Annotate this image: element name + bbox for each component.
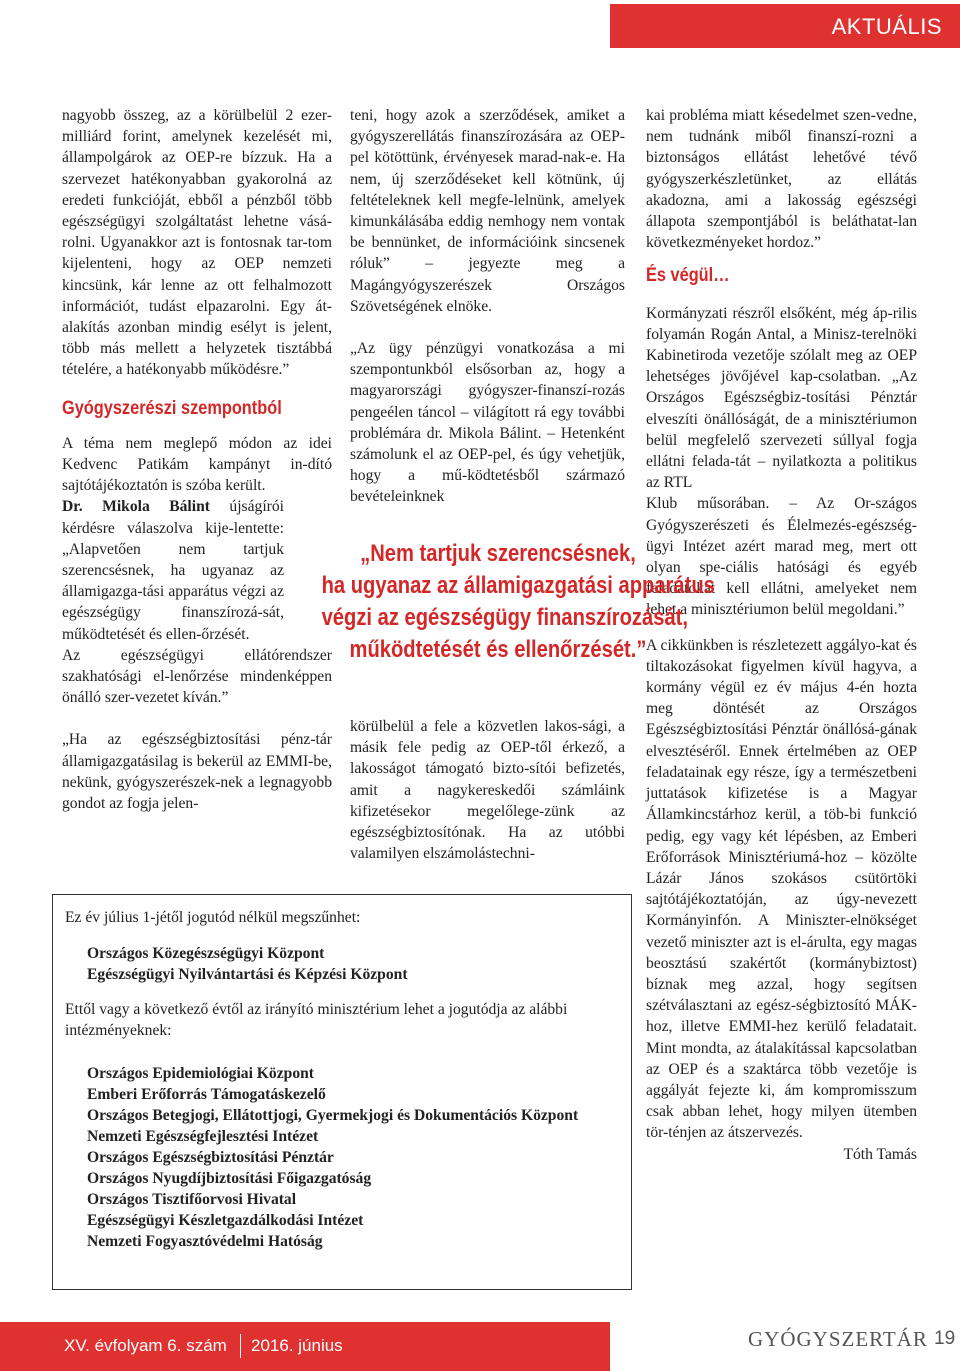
paragraph: kai probléma miatt késedelmet szen-vedne, nem tudnánk miből finanszí-rozni a biztonságos ellátást lehetővé tévő gyógyszerkészletünket, az ellátás akadozna, ami a lakosság egészségi állapota szempontjából is beláthatat-lan következményeket hordoz.”: [646, 107, 917, 252]
section-header-band: [610, 4, 960, 48]
paragraph: [62, 496, 284, 644]
paragraph: teni, hogy azok a szerződések, amiket a gyógyszerellátás finanszírozására az OEP-pel kötöttünk, érvényesek marad-nak-e. Ha nem, új szerződéseket kell kötnünk, új feltételeknek kell megfe-lelnünk, amelyek kimunkálásába eddig nemhogy nem vontak be bennünket, de információink sincsenek róluk” – jegyezte meg a Magángyógyszerészek Országos Szövetségének elnöke.: [350, 107, 625, 315]
list-item: Egészségügyi Nyilvántartási és Képzési Központ: [87, 966, 408, 983]
footer-date: 2016. június: [251, 1336, 343, 1355]
quote-wrap: [62, 496, 284, 644]
abolished-institutions-list: [87, 943, 621, 985]
subheading-finally: És végül…: [646, 265, 730, 287]
list-item: Nemzeti Egészségfejlesztési Intézet: [87, 1128, 319, 1145]
subheading-pharmacist-view: Gyógyszerészi szempontból: [62, 397, 282, 419]
paragraph: Klub műsorában. – Az Or-szágos Gyógyszerészeti és Élelmezés-egészség-ügyi Intézet azért marad meg, mert ott olyan spe-ciális hatósági és egyéb feladatokat kell ellátni, amelyeket nem lehet a minisztériumon belül megoldani.”: [646, 495, 917, 619]
list-item: Országos Tisztifőorvosi Hivatal: [87, 1191, 297, 1208]
list-item: Országos Epidemiológiai Központ: [87, 1065, 314, 1082]
article-column-1: [62, 105, 332, 814]
paragraph: körülbelül a fele a közvetlen lakos-sági, a másik fele pedig az OEP-től érkező, a lakosságot támogató bizto-sítói befizetés, amit a nagykereskedői számláink kifizetésekor megelőlege-zünk az egészségbiztosítónak. Ha az utóbbi valamilyen elszámolástechni-: [350, 718, 625, 863]
paragraph-text: újságírói kérdésre válaszolva kije-lentette: „Alapvetően nem tartjuk szerencsésnek, ha ugyanaz az államigazga-tási apparátus végzi az egészségügy finanszírozá-sát, működtetését és ellen-őrzését.: [62, 498, 284, 643]
successor-institutions-list: [87, 1063, 621, 1252]
paragraph-text: A téma nem meglepő módon az idei Kedvenc Patikám kampányt in-dító sajtótájékoztatón is szóba került.: [62, 434, 332, 495]
institutions-notice-box: [52, 894, 632, 1290]
paragraph: nagyobb összeg, az a körülbelül 2 ezer-milliárd forint, amelynek kezelését mi, állampolgárok az OEP-re bízzuk. Ha a szervezet hatékonyabban gyakorolná az eredeti funkcióját, ebből a pénzből több egészségügyi szolgáltatást lehetne vásá-rolni. Ugyanakkor azt is fontosnak tar-tom kijelenteni, hogy az OEP nemzeti kincsünk, kár lenne az ott felhalmozott információt, tudást elpazarolni. Egy át-alakítás azonban mindig esélyt is jelent, több más mellett a helyzetek tisztábbá tételére, a hatékonyabb működésre.”: [62, 107, 332, 379]
list-item: Egészségügyi Készletgazdálkodási Intézet: [87, 1212, 364, 1229]
section-label: AKTUÁLIS: [831, 14, 942, 39]
author-byline: Tóth Tamás: [843, 1145, 917, 1163]
person-name: Dr. Mikola Bálint: [62, 498, 210, 516]
list-item: Országos Betegjogi, Ellátottjogi, Gyermekjogi és Dokumentációs Központ: [87, 1107, 579, 1124]
pull-quote-line: ha ugyanaz az államigazgatási apparátus: [321, 572, 715, 599]
list-item: Országos Közegészségügyi Központ: [87, 945, 325, 962]
paragraph: „Az ügy pénzügyi vonatkozása a mi szempontunkból elsősorban az, hogy a magyarországi gyógyszer-finanszí-rozás pengeélen táncol – világított rá egy további problémára dr. Mikola Bálint. – Hetenként számolunk el az OEP-pel, és úgy vehetjük, hogy a mű-ködtetésből származó bevételeinknek: [350, 340, 625, 506]
magazine-brand: GYÓGYSZERTÁR: [748, 1327, 928, 1351]
paragraph: Kormányzati részről elsőként, még áp-rilis folyamán Rogán Antal, a Minisz-terelnöki Kabinetiroda vezetője szólalt meg az OEP lehetséges jövőjével kap-csolatban. „Az Országos Egészségbiz-tosítási Pénztár elveszíti önállóságát, de a minisztériumon belül megfelelő szervezeti súllyal fogja ellátni felada-tát – nyilatkozta a politikus az RTL: [646, 304, 917, 492]
list-item: Nemzeti Fogyasztóvédelmi Hatóság: [87, 1233, 323, 1250]
pull-quote-line: végzi az egészségügy finanszírozását,: [321, 604, 688, 631]
notice-intro: Ez év július 1-jétől jogutód nélkül megszűnhet:: [65, 909, 361, 926]
paragraph: Az egészségügyi ellátórendszer szakhatósági el-lenőrzése mindenképpen önálló szer-vezetet kíván.”: [62, 646, 332, 707]
footer-divider: [240, 1334, 241, 1358]
list-item: Országos Egészségbiztosítási Pénztár: [87, 1149, 334, 1166]
list-item: Emberi Erőforrás Támogatáskezelő: [87, 1086, 326, 1103]
pull-quote-line: működtetését és ellenőrzését.”: [349, 636, 647, 663]
notice-mid-text: Ettől vagy a következő évtől az irányító minisztérium lehet a jogutódja az alábbi intézményeknek:: [65, 1001, 568, 1039]
pull-quote: [288, 538, 715, 666]
paragraph: [62, 433, 332, 497]
pull-quote-line: „Nem tartjuk szerencsésnek,: [360, 540, 636, 567]
paragraph: A cikkünkben is részletezett aggályo-kat és tiltakozásokat figyelmen kívül hagyva, a kormány végül ez év május 4-én hozta meg döntését az Országos Egészségbiztosítási Pénztár önállósá-gának elvesztéséről. Ennek értelmében az OEP feladatainak egy része, így a természetbeni juttatások kifizetése is a Magyar Államkincstárhoz kerül, a töb-bi funkció pedig, egy vagy két lépésben, az Emberi Erőforrások Minisztériumá-hoz – közölte Lázár János szokásos csütörtöki sajtótájékoztatóján, az úgy-nevezett Kormányinfón. A Miniszter-elnökséget vezető miniszter azt is el-árulta, egy magas beosztású szakértőt (kormánybiztost) bíznak meg azzal, hogy segítsen szétválasztani az egész-ségbiztosító MÁK-hoz, illetve EMMI-hez kerülő feladatait. Mint mondta, az átalakítással kapcsolatban az OEP és a szaktárca több vezetője is aggályát fejezte ki, ám kompromisszum csak abban lehet, hogy milyen ütemben tör-ténjen az átszervezés.: [646, 636, 917, 1142]
paragraph: „Ha az egészségbiztosítási pénz-tár államigazgatásilag is bekerül az EMMI-be, nekünk, gyógyszerészek-nek a legnagyobb gondot az fogja jelen-: [62, 731, 332, 813]
list-item: Országos Nyugdíjbiztosítási Főigazgatóság: [87, 1170, 372, 1187]
page-number: 19: [934, 1328, 956, 1349]
footer-issue: XV. évfolyam 6. szám: [64, 1336, 227, 1355]
